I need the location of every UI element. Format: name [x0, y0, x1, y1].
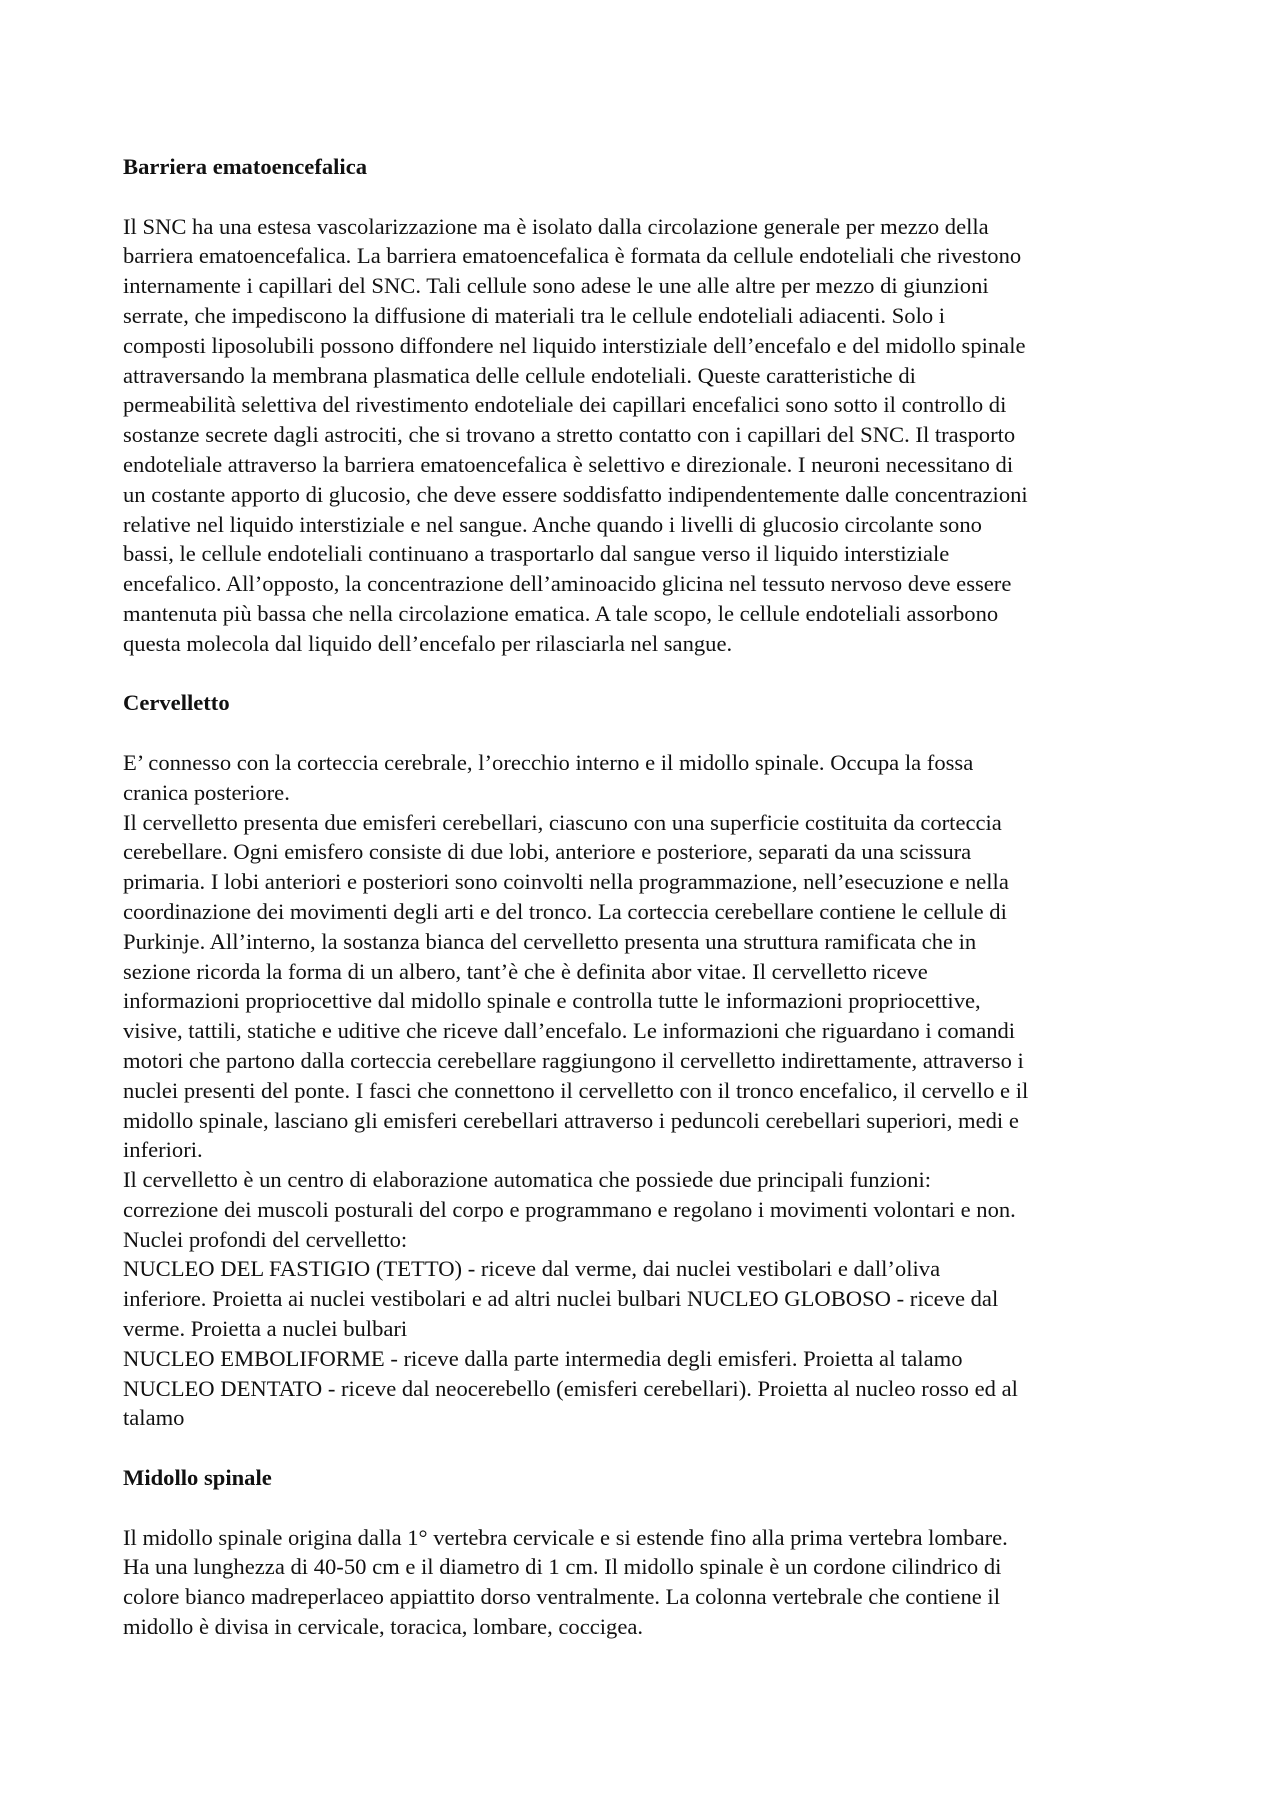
document-page	[123, 152, 1173, 1642]
section-cervelletto	[123, 688, 1173, 1433]
spacer	[123, 182, 1173, 212]
spacer	[123, 718, 1173, 748]
section-barriera	[123, 152, 1173, 659]
section-heading: Cervelletto	[123, 690, 230, 716]
paragraph: Il SNC ha una estesa vascolarizzazione ma è isolato dalla circolazione generale per mezzo della barriera ematoencefalica. La barriera ematoencefalica è formata da cellule endoteliali che rivestono internamente i capillari del SNC. Tali cellule sono adese le une alle altre per mezzo di giunzioni serrate, che impediscono la diffusione di materiali tra le cellule endoteliali adiacenti. Solo i composti liposolubili possono diffondere nel liquido interstiziale dell’encefalo e del midollo spinale attraversando la membrana plasmatica delle cellule endoteliali. Queste caratteristiche di permeabilità selettiva del rivestimento endoteliale dei capillari encefalici sono sotto il controllo di sostanze secrete dagli astrociti, che si trovano a stretto contatto con i capillari del SNC. Il trasporto endoteliale attraverso la barriera ematoencefalica è selettivo e direzionale. I neuroni necessitano di un costante apporto di glucosio, che deve essere soddisfatto indipendentemente dalle concentrazioni relative nel liquido interstiziale e nel sangue. Anche quando i livelli di glucosio circolante sono bassi, le cellule endoteliali continuano a trasportarlo dal sangue verso il liquido interstiziale encefalico. All’opposto, la concentrazione dell’aminoacido glicina nel tessuto nervoso deve essere mantenuta più bassa che nella circolazione ematica. A tale scopo, le cellule endoteliali assorbono questa molecola dal liquido dell’encefalo per rilasciarla nel sangue.	[123, 213, 1028, 656]
section-midollo	[123, 1463, 1173, 1642]
section-heading: Barriera ematoencefalica	[123, 154, 368, 179]
spacer	[123, 1493, 1173, 1523]
spacer	[123, 1433, 1173, 1463]
spacer	[123, 659, 1173, 689]
section-heading: Midollo spinale	[123, 1465, 272, 1491]
paragraph: Il midollo spinale origina dalla 1° vertebra cervicale e si estende fino alla prima vertebra lombare. Ha una lunghezza di 40-50 cm e il diametro di 1 cm. Il midollo spinale è un cordone cilindrico di colore bianco madreperlaceo appiattito dorso ventralmente. La colonna vertebrale che contiene il midollo è divisa in cervicale, toracica, lombare, coccigea.	[123, 1524, 1008, 1640]
paragraph: E’ connesso con la corteccia cerebrale, l’orecchio interno e il midollo spinale. Occupa la fossa cranica posteriore. Il cervelletto presenta due emisferi cerebellari, ciascuno con una superficie costituita da corteccia cerebellare. Ogni emisfero consiste di due lobi, anteriore e posteriore, separati da una scissura primaria. I lobi anteriori e posteriori sono coinvolti nella programmazione, nell’esecuzione e nella coordinazione dei movimenti degli arti e del tronco. La corteccia cerebellare contiene le cellule di Purkinje. All’interno, la sostanza bianca del cervelletto presenta una struttura ramificata che in sezione ricorda la forma di un albero, tant’è che è definita abor vitae. Il cervelletto riceve informazioni propriocettive dal midollo spinale e controlla tutte le informazioni propriocettive, visive, tattili, statiche e uditive che riceve dall’encefalo. Le informazioni che riguardano i comandi motori che partono dalla corteccia cerebellare raggiungono il cervelletto indirettamente, attraverso i nuclei presenti del ponte. I fasci che connettono il cervelletto con il tronco encefalico, il cervello e il midollo spinale, lasciano gli emisferi cerebellari attraverso i peduncoli cerebellari superiori, medi e inferiori. Il cervelletto è un centro di elaborazione automatica che possiede due principali funzioni: correzione dei muscoli posturali del corpo e programmano e regolano i movimenti volontari e non. Nuclei profondi del cervelletto: NUCLEO DEL FASTIGIO (TETTO) - riceve dal verme, dai nuclei vestibolari e dall’oliva inferiore. Proietta ai nuclei vestibolari e ad altri nuclei bulbari NUCLEO GLOBOSO - riceve dal verme. Proietta a nuclei bulbari NUCLEO EMBOLIFORME - riceve dalla parte intermedia degli emisferi. Proietta al talamo NUCLEO DENTATO - riceve dal neocerebello (emisferi cerebellari). Proietta al nucleo rosso ed al talamo	[123, 749, 1029, 1431]
